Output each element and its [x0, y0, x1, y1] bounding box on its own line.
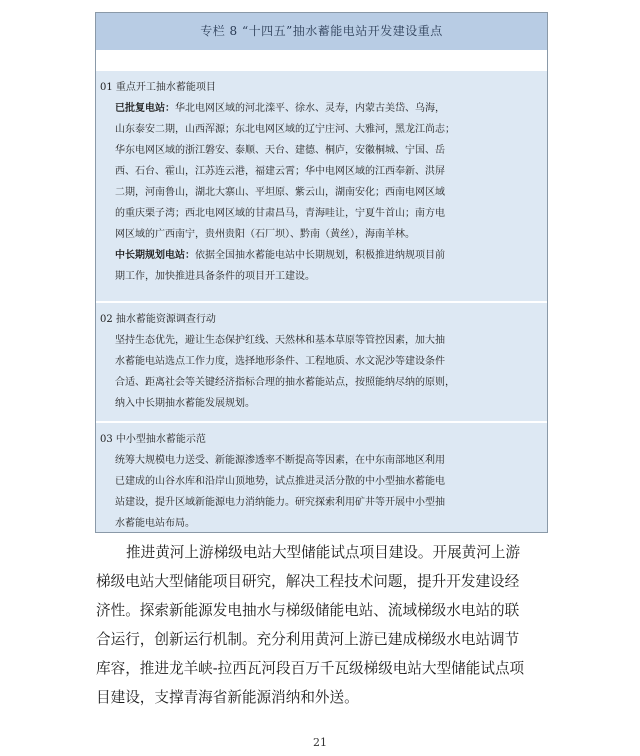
section-heading: 03 中小型抽水蓄能示范 — [100, 434, 206, 445]
text-line: 期工作，加快推进具备条件的项目开工建设。 — [115, 271, 315, 282]
body-paragraph — [96, 538, 556, 712]
body-line: 库容，推进龙羊峡-拉西瓦河段百万千瓦级梯级电站大型储能试点项 — [96, 660, 525, 677]
section-paragraph — [101, 98, 541, 245]
text-line: 统筹大规模电力送受、新能源渗透率不断提高等因素，在中东南部地区利用 — [115, 455, 445, 466]
body-line: 济性。探索新能源发电抽水与梯级储能电站、流域梯级水电站的联 — [96, 602, 520, 619]
text-line: 山东泰安二期，山西浑源；东北电网区域的辽宁庄河、大雅河，黑龙江尚志； — [115, 124, 455, 135]
section-key-projects — [96, 71, 547, 301]
section-heading: 02 抽水蓄能资源调查行动 — [100, 314, 216, 325]
text-line: 纳入中长期抽水蓄能发展规划。 — [115, 398, 255, 409]
text-line: 西、石台、霍山，江苏连云港，福建云霄；华中电网区域的江西奉新、洪屏 — [115, 166, 445, 177]
section-resource-survey — [96, 303, 547, 421]
text-line: 已批复电站：华北电网区域的河北滦平、徐水、灵寿，内蒙古美岱、乌海， — [115, 103, 445, 114]
text-line: 水蓄能电站选点工作力度，选择地形条件、工程地质、水文泥沙等建设条件 — [115, 356, 445, 367]
body-line: 目建设，支撑青海省新能源消纳和外送。 — [96, 689, 359, 706]
section-heading: 01 重点开工抽水蓄能项目 — [100, 82, 216, 93]
text-line: 中长期规划电站：依据全国抽水蓄能电站中长期规划，积极推进纳规项目前 — [115, 250, 445, 261]
feature-box — [95, 12, 548, 533]
page-number: 21 — [313, 736, 327, 749]
paragraph-label: 中长期规划电站： — [115, 250, 195, 261]
text-line: 华东电网区域的浙江磐安、泰顺、天台、建德、桐庐，安徽桐城、宁国、岳 — [115, 145, 445, 156]
body-line: 推进黄河上游梯级电站大型储能试点项目建设。开展黄河上游 — [126, 544, 521, 561]
text-line: 网区域的广西南宁，贵州贵阳（石厂坝）、黔南（黄丝），海南羊林。 — [115, 229, 415, 240]
section-small-pumped-storage — [96, 423, 547, 532]
section-paragraph — [101, 330, 541, 414]
paragraph-label: 已批复电站： — [115, 103, 175, 114]
section-paragraph — [101, 450, 541, 534]
body-line: 梯级电站大型储能项目研究，解决工程技术问题，提升开发建设经 — [96, 573, 520, 590]
section-paragraph — [101, 245, 541, 287]
text-line: 二期，河南鲁山，湖北大寨山、平坦原、紫云山，湖南安化；西南电网区域 — [115, 187, 445, 198]
text-line: 坚持生态优先，避让生态保护红线、天然林和基本草原等管控因素，加大抽 — [115, 335, 445, 346]
text-line: 的重庆栗子湾；西北电网区域的甘肃昌马，青海哇让，宁夏牛首山；南方电 — [115, 208, 445, 219]
text-line: 水蓄能电站布局。 — [115, 518, 195, 529]
text-line: 已建成的山谷水库和沿岸山顶地势，试点推进灵活分散的中小型抽水蓄能电 — [115, 476, 445, 487]
box-title: 专栏 8 “十四五”抽水蓄能电站开发建设重点 — [96, 13, 547, 50]
text-line: 站建设，提升区域新能源电力消纳能力。研究探索利用矿井等开展中小型抽 — [115, 497, 445, 508]
text-line: 合适、距离社会等关键经济指标合理的抽水蓄能站点，按照能纳尽纳的原则， — [115, 377, 455, 388]
body-line: 合运行，创新运行机制。充分利用黄河上游已建成梯级水电站调节 — [96, 631, 520, 648]
